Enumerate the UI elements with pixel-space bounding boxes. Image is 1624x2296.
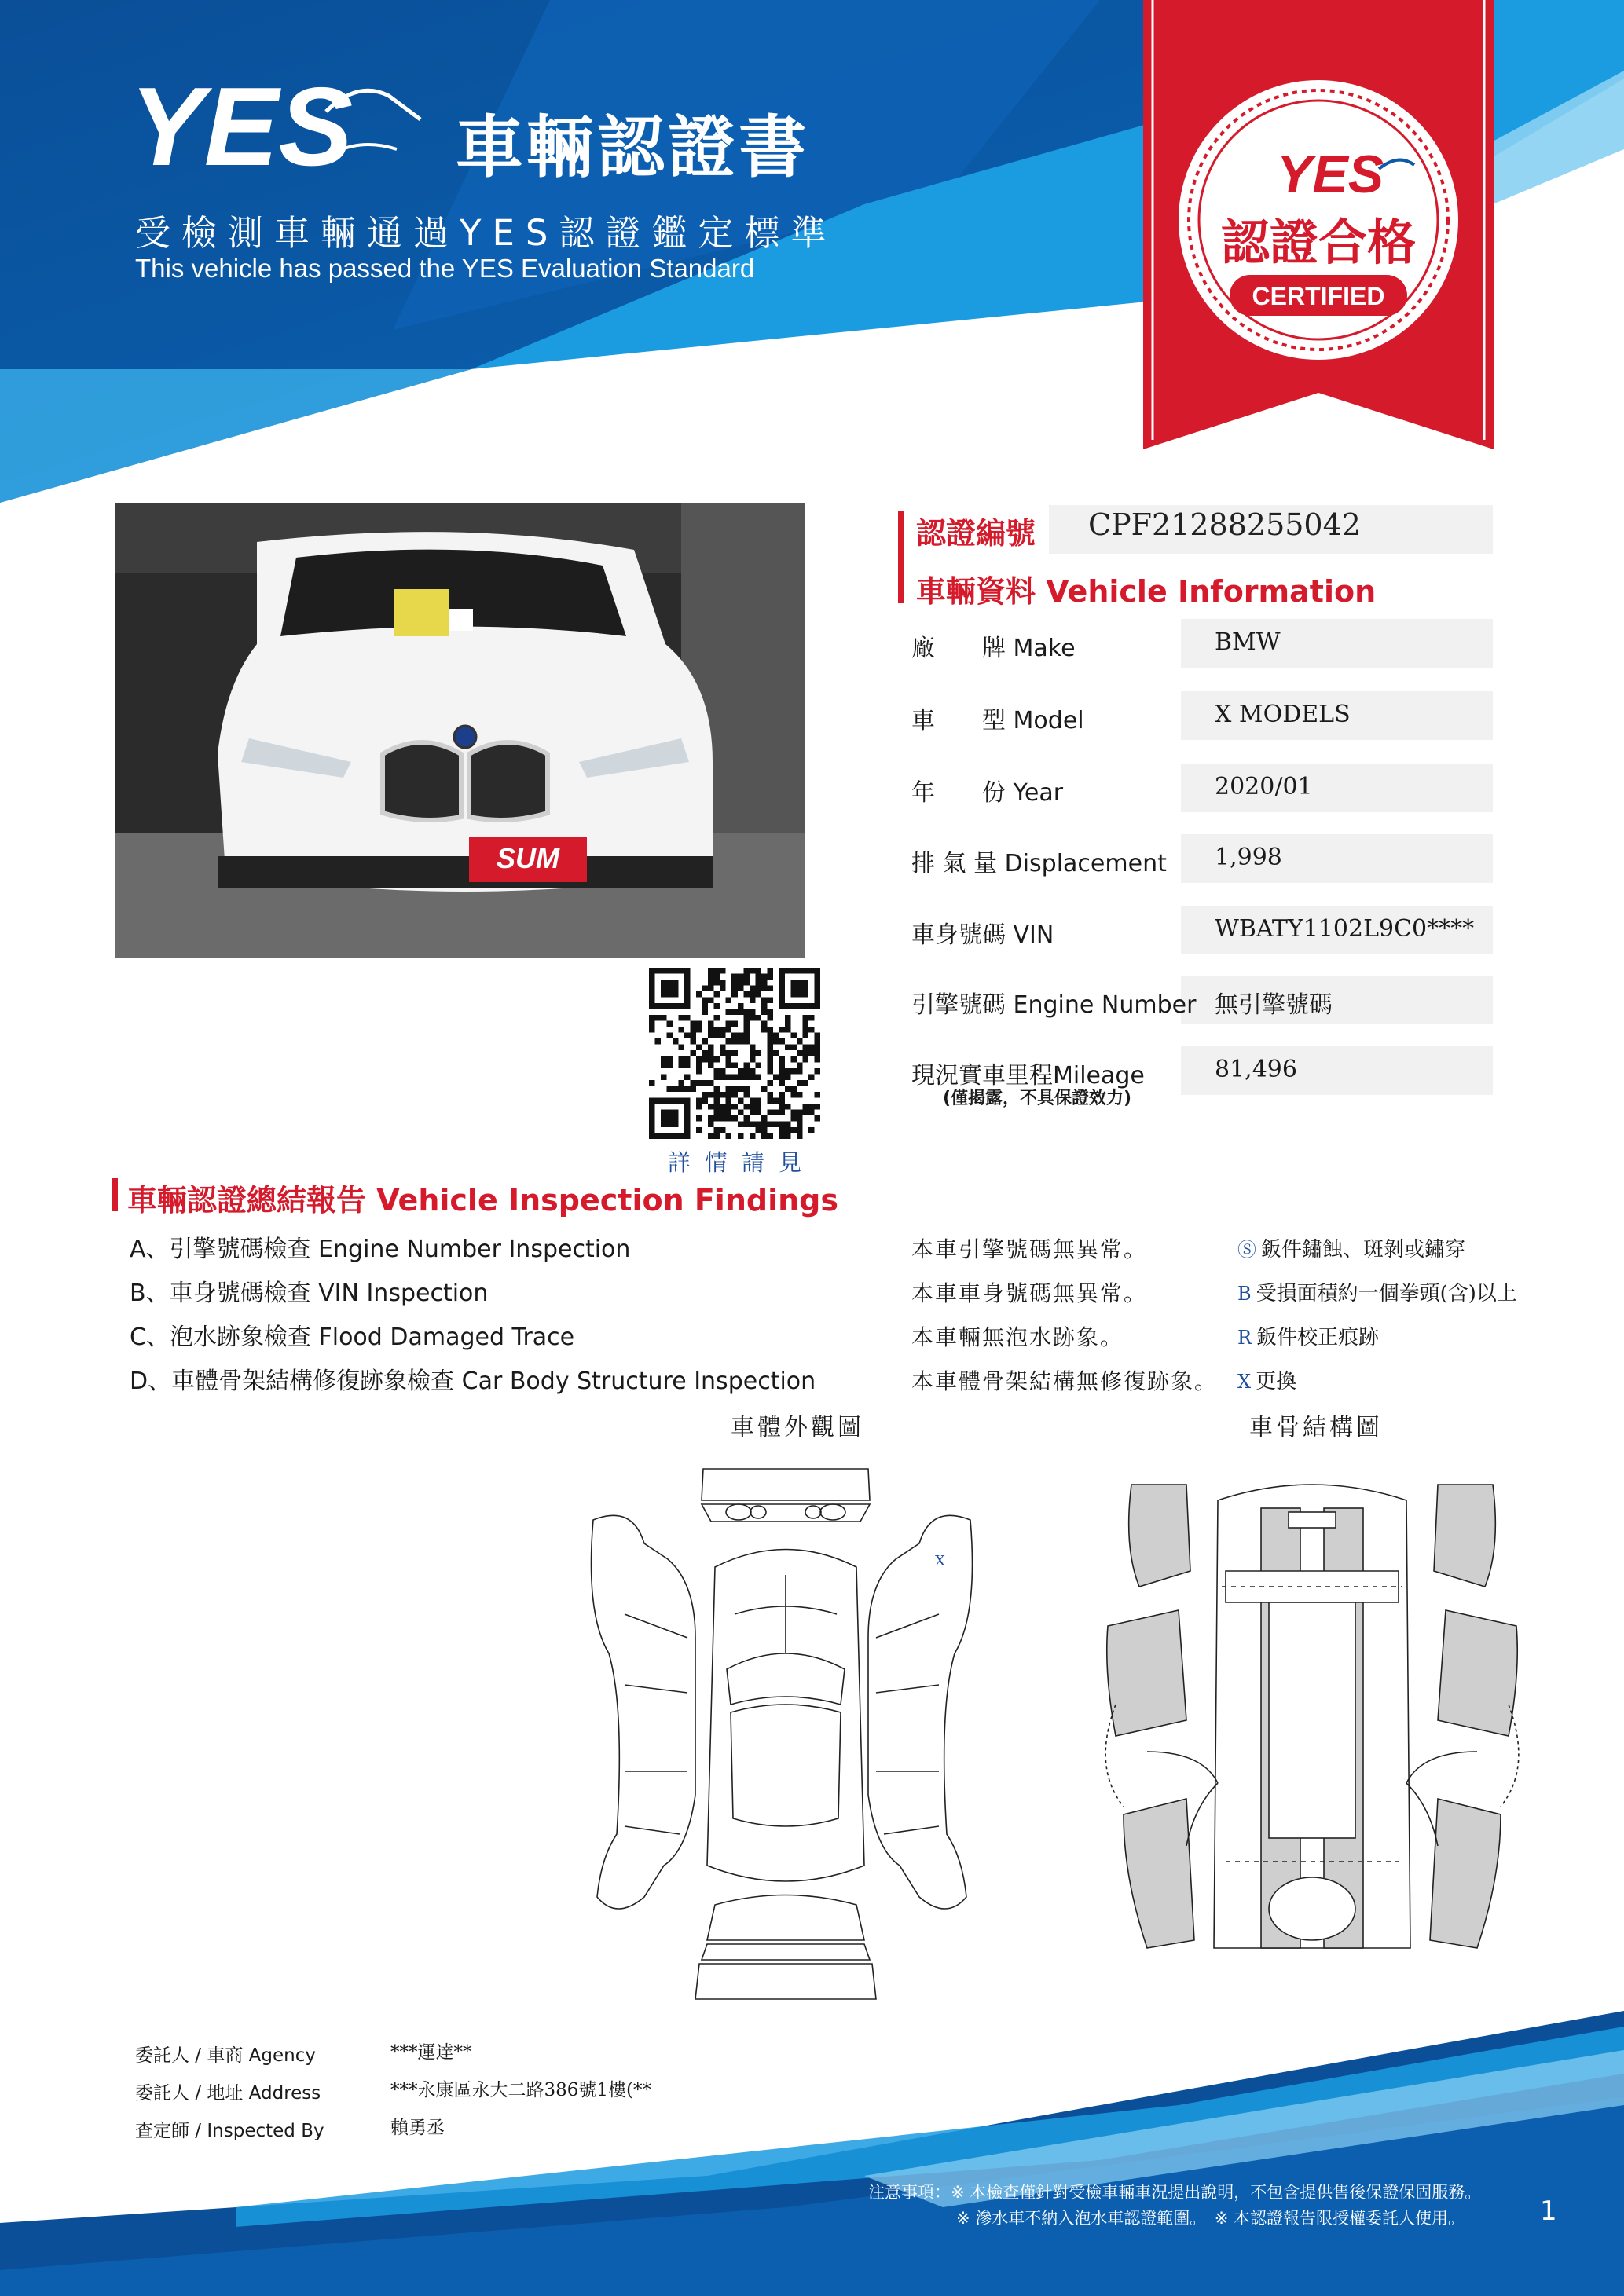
- vehicle-info-value: X MODELS: [1215, 701, 1351, 728]
- legend-text: 鈑件校正痕跡: [1256, 1326, 1380, 1349]
- legend-item: [1237, 1233, 1465, 1262]
- vehicle-info-label: 引擎號碼 Engine Number: [911, 991, 1197, 1019]
- agency-info-label: 委託人 / 車商 Agency: [135, 2045, 316, 2066]
- vehicle-info-value: 2020/01: [1215, 773, 1313, 800]
- page-number: 1: [1540, 2195, 1557, 2227]
- vehicle-info-label: 排 氣 量 Displacement: [911, 850, 1167, 877]
- finding-item-label: A、引擎號碼檢查 Engine Number Inspection: [130, 1236, 631, 1263]
- footer-note-1: 注意事項：※ 本檢查僅針對受檢車輛車況提出說明，不包含提供售後保證保固服務。: [868, 2183, 1482, 2202]
- vehicle-info-value: 1,998: [1215, 844, 1282, 871]
- agency-info-label: 查定師 / Inspected By: [135, 2121, 324, 2141]
- vehicle-info-title: 車輛資料 Vehicle Information: [916, 574, 1377, 609]
- seal-logo-text: YES: [1277, 145, 1384, 204]
- vehicle-info-value: WBATY1102L9C0****: [1215, 915, 1475, 943]
- exterior-x-mark: X: [935, 1553, 945, 1569]
- vehicle-info-label: 車 型 Model: [911, 707, 1084, 734]
- cert-number-marker: [898, 511, 904, 603]
- findings-title: 車輛認證總結報告 Vehicle Inspection Findings: [127, 1183, 838, 1218]
- vehicle-info-value: 81,496: [1215, 1056, 1297, 1083]
- qr-note: 詳情請見: [668, 1149, 816, 1176]
- agency-info-value: ***運達**: [390, 2042, 472, 2063]
- agency-info-value: 賴勇丞: [390, 2118, 445, 2138]
- vehicle-info-label: 現況實車里程Mileage: [911, 1062, 1145, 1089]
- footer-note-2: ※ 滲水車不納入泡水車認證範圍。 ※ 本認證報告限授權委託人使用。: [956, 2209, 1465, 2228]
- findings-marker: [112, 1178, 118, 1211]
- legend-item: [1237, 1321, 1379, 1350]
- vehicle-photo: [115, 503, 805, 958]
- yes-logo-text: YES: [130, 64, 354, 189]
- finding-item-result: 本車輛無泡水跡象。: [911, 1324, 1124, 1350]
- frame-diagram-title: 車骨結構圖: [1249, 1414, 1383, 1441]
- legend-item: [1237, 1365, 1296, 1394]
- legend-item: [1237, 1277, 1517, 1306]
- legend-text: 受損面積約一個拳頭(含)以上: [1256, 1282, 1517, 1305]
- legend-symbol: B: [1237, 1283, 1252, 1305]
- exterior-diagram-title: 車體外觀圖: [731, 1414, 864, 1441]
- legend-symbol: R: [1237, 1327, 1252, 1349]
- mileage-note: (僅揭露，不具保證效力): [943, 1089, 1132, 1108]
- subtitle-chinese: 受檢測車輛通過YES認證鑑定標準: [135, 212, 838, 254]
- plate-text: SUM: [497, 842, 559, 874]
- vehicle-info-label: 車身號碼 VIN: [911, 921, 1054, 949]
- vehicle-info-label: 廠 牌 Make: [911, 635, 1076, 662]
- finding-item-label: D、車體骨架結構修復跡象檢查 Car Body Structure Inspection: [130, 1368, 816, 1395]
- agency-info-label: 委託人 / 地址 Address: [135, 2083, 321, 2104]
- cert-number-label: 認證編號: [916, 516, 1036, 551]
- exterior-diagram: [577, 1457, 986, 2007]
- legend-symbol: X: [1237, 1371, 1252, 1393]
- legend-text: 更換: [1256, 1370, 1297, 1393]
- certified-seal: [1143, 0, 1494, 449]
- legend-symbol: Ⓢ: [1237, 1239, 1256, 1261]
- agency-info-value: ***永康區永大二路386號1樓(**: [390, 2080, 652, 2100]
- cert-number-value: CPF21288255042: [1088, 507, 1361, 542]
- seal-main-text: 認證合格: [1220, 214, 1417, 271]
- vehicle-info-label: 年 份 Year: [911, 779, 1064, 807]
- legend-text: 鈑件鏽蝕、斑剝或鏽穿: [1261, 1238, 1466, 1262]
- finding-item-result: 本車體骨架結構無修復跡象。: [911, 1368, 1219, 1394]
- finding-item-result: 本車車身號碼無異常。: [911, 1280, 1148, 1306]
- vehicle-info-value: 無引擎號碼: [1215, 991, 1333, 1019]
- certificate-title: 車輛認證書: [456, 108, 809, 187]
- vehicle-info-value: BMW: [1215, 628, 1281, 656]
- subtitle-english: This vehicle has passed the YES Evaluation Standard: [135, 254, 755, 283]
- finding-item-result: 本車引擎號碼無異常。: [911, 1236, 1148, 1262]
- qr-code[interactable]: [649, 968, 820, 1139]
- finding-item-label: B、車身號碼檢查 VIN Inspection: [130, 1280, 489, 1307]
- finding-item-label: C、泡水跡象檢查 Flood Damaged Trace: [130, 1324, 575, 1351]
- frame-diagram: [1100, 1469, 1524, 1979]
- yes-logo: [130, 64, 428, 190]
- seal-sub-text: CERTIFIED: [1252, 282, 1385, 310]
